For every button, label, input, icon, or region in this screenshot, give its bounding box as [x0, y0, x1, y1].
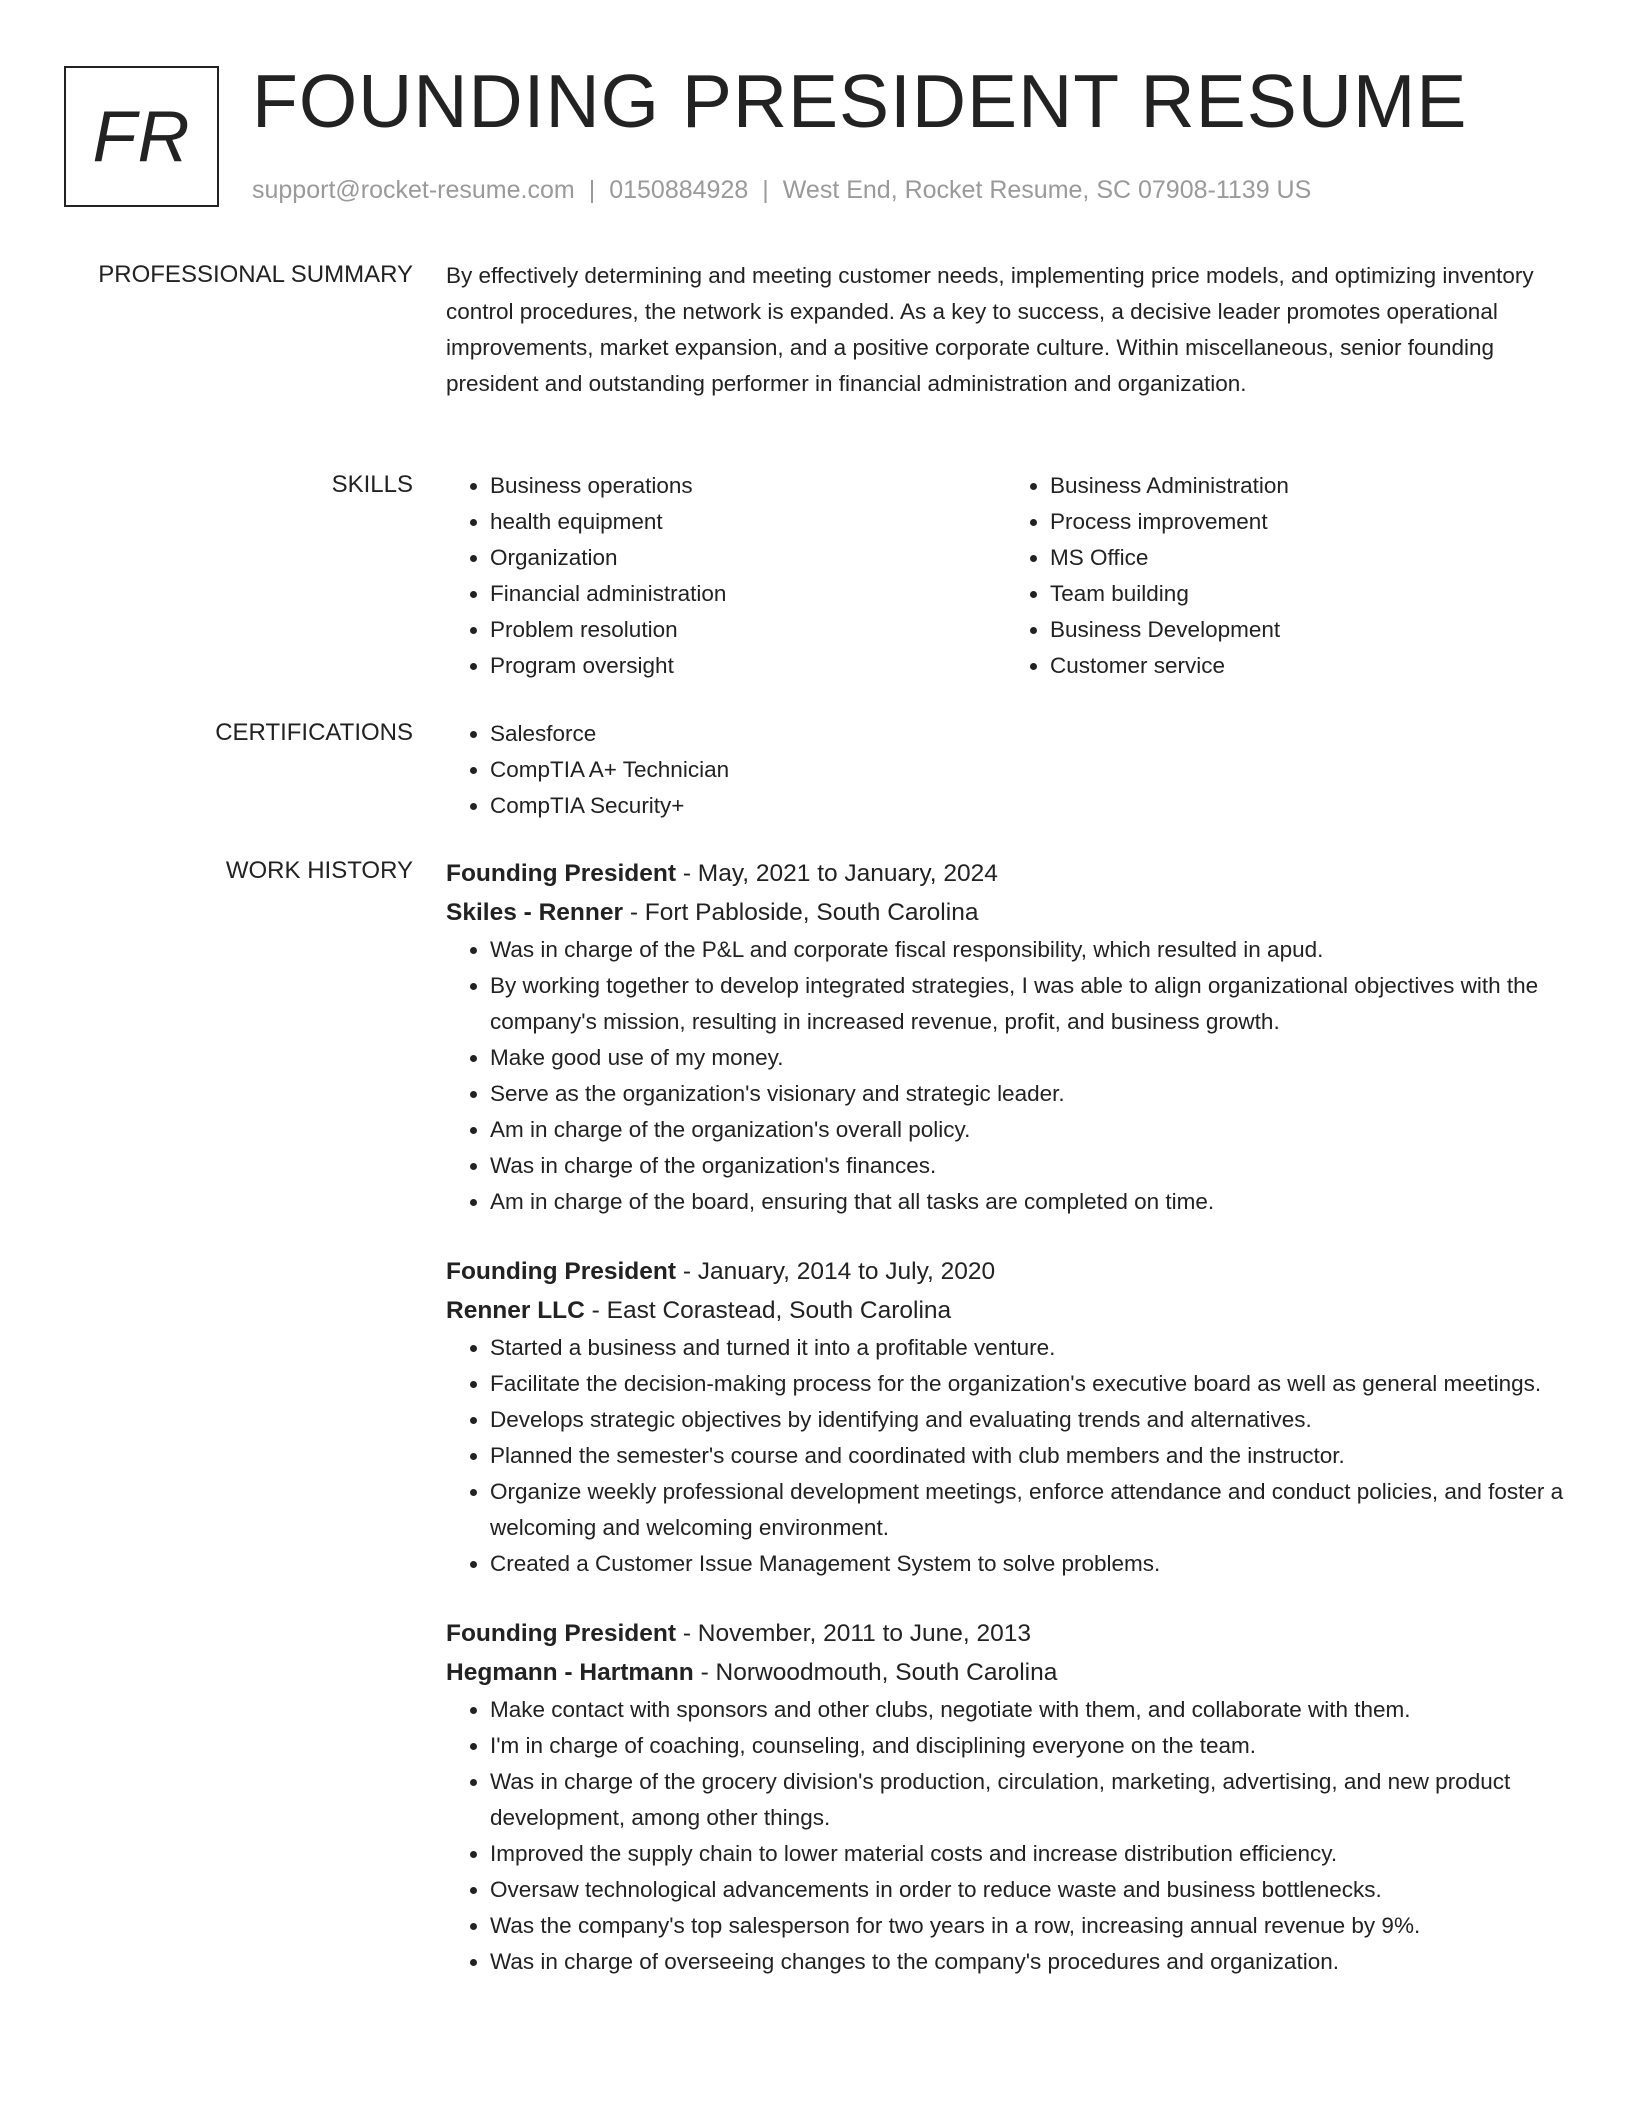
certifications-body	[446, 716, 1566, 824]
job-duty: • Improved the supply chain to lower material costs and increase distribution efficiency.	[490, 1836, 1566, 1872]
job-duty: • Was in charge of the organization's finances.	[490, 1148, 1566, 1184]
job-duty: • Develops strategic objectives by identifying and evaluating trends and alternatives.	[490, 1402, 1566, 1438]
skill-item: • Financial administration	[490, 576, 1006, 612]
job-duties-list	[446, 1330, 1566, 1582]
certification-item: • Salesforce	[490, 716, 1566, 752]
job-company-line	[446, 1653, 1566, 1692]
job-dates: - May, 2021 to January, 2024	[676, 860, 998, 887]
job-duty: • Make good use of my money.	[490, 1040, 1566, 1076]
skill-item: • MS Office	[1050, 540, 1566, 576]
skills-body	[446, 468, 1566, 684]
job-duty: • Was in charge of the P&L and corporate fiscal responsibility, which resulted in apud.	[490, 932, 1566, 968]
job-duty: • Am in charge of the organization's overall policy.	[490, 1112, 1566, 1148]
job-duty: • Facilitate the decision-making process for the organization's executive board as well as general meetings.	[490, 1366, 1566, 1402]
section-heading-work-history: WORK HISTORY	[225, 857, 413, 884]
section-heading-summary: PROFESSIONAL SUMMARY	[98, 261, 413, 288]
job-duty: • Make contact with sponsors and other clubs, negotiate with them, and collaborate with them.	[490, 1692, 1566, 1728]
job-duty: • Oversaw technological advancements in order to reduce waste and business bottlenecks.	[490, 1872, 1566, 1908]
job-location: - East Corastead, South Carolina	[584, 1297, 952, 1324]
job-duties-list	[446, 1692, 1566, 1980]
job-entry	[446, 1614, 1566, 1980]
job-duty: • By working together to develop integrated strategies, I was able to align organizational objectives with the company's mission, resulting in increased revenue, profit, and business growth.	[490, 968, 1566, 1040]
resume-title: FOUNDING PRESIDENT RESUME	[252, 59, 1468, 143]
job-title: Founding President	[446, 1258, 677, 1285]
contact-separator: |	[762, 176, 769, 204]
job-title-line	[446, 1614, 1566, 1653]
job-company: Renner LLC	[446, 1297, 585, 1324]
certifications-list	[446, 716, 1566, 824]
job-duty: • Serve as the organization's visionary and strategic leader.	[490, 1076, 1566, 1112]
job-dates: - January, 2014 to July, 2020	[676, 1258, 996, 1285]
job-duty: • Planned the semester's course and coordinated with club members and the instructor.	[490, 1438, 1566, 1474]
job-entry	[446, 854, 1566, 1220]
job-title-line	[446, 1252, 1566, 1291]
summary-text: By effectively determining and meeting customer needs, implementing price models, and optimizing inventory control procedures, the network is expanded. As a key to success, a decisive leader promotes operational improvements, market expansion, and a positive corporate culture. Within miscellaneous, senior founding president and outstanding performer in financial administration and organization.	[446, 263, 1534, 396]
skill-item: • Process improvement	[1050, 504, 1566, 540]
section-heading-skills: SKILLS	[331, 471, 413, 498]
skill-item: • Organization	[490, 540, 1006, 576]
skill-item: • Business Development	[1050, 612, 1566, 648]
job-title: Founding President	[446, 1620, 677, 1647]
job-location: - Fort Pabloside, South Carolina	[623, 899, 979, 926]
job-title: Founding President	[446, 860, 677, 887]
contact-address: West End, Rocket Resume, SC 07908-1139 US	[782, 176, 1312, 204]
job-company: Skiles - Renner	[446, 899, 624, 926]
skill-item: • health equipment	[490, 504, 1006, 540]
monogram-initials: FR	[92, 96, 191, 177]
job-duty: • Organize weekly professional development meetings, enforce attendance and conduct policies, and foster a welcoming and welcoming environment.	[490, 1474, 1566, 1546]
certification-item: • CompTIA Security+	[490, 788, 1566, 824]
job-location: - Norwoodmouth, South Carolina	[693, 1659, 1058, 1686]
monogram-box	[64, 66, 219, 207]
skills-list-right	[1006, 468, 1566, 684]
skill-item: • Business operations	[490, 468, 1006, 504]
job-company: Hegmann - Hartmann	[446, 1659, 694, 1686]
skill-item: • Team building	[1050, 576, 1566, 612]
job-title-line	[446, 854, 1566, 893]
certification-item: • CompTIA A+ Technician	[490, 752, 1566, 788]
job-duty: • Was in charge of the grocery division's production, circulation, marketing, advertising, and new product development, among other things.	[490, 1764, 1566, 1836]
summary-body	[446, 258, 1566, 402]
job-company-line	[446, 1291, 1566, 1330]
work-history-body	[446, 854, 1566, 1980]
skill-item: • Customer service	[1050, 648, 1566, 684]
contact-separator: |	[588, 176, 596, 204]
job-dates: - November, 2011 to June, 2013	[676, 1620, 1032, 1647]
skill-item: • Program oversight	[490, 648, 1006, 684]
job-duty: • Created a Customer Issue Management System to solve problems.	[490, 1546, 1566, 1582]
job-duty: • Am in charge of the board, ensuring that all tasks are completed on time.	[490, 1184, 1566, 1220]
job-entry	[446, 1252, 1566, 1582]
skill-item: • Problem resolution	[490, 612, 1006, 648]
contact-phone[interactable]: 0150884928	[609, 176, 749, 204]
job-duty: • I'm in charge of coaching, counseling, and disciplining everyone on the team.	[490, 1728, 1566, 1764]
job-duty: • Started a business and turned it into a profitable venture.	[490, 1330, 1566, 1366]
contact-line	[252, 174, 1311, 206]
section-heading-certifications: CERTIFICATIONS	[215, 719, 413, 746]
job-duty: • Was in charge of overseeing changes to the company's procedures and organization.	[490, 1944, 1566, 1980]
skill-item: • Business Administration	[1050, 468, 1566, 504]
skills-list-left	[446, 468, 1006, 684]
contact-email[interactable]: support@rocket-resume.com	[252, 176, 575, 204]
job-company-line	[446, 893, 1566, 932]
job-duty: • Was the company's top salesperson for two years in a row, increasing annual revenue by 9%.	[490, 1908, 1566, 1944]
job-duties-list	[446, 932, 1566, 1220]
